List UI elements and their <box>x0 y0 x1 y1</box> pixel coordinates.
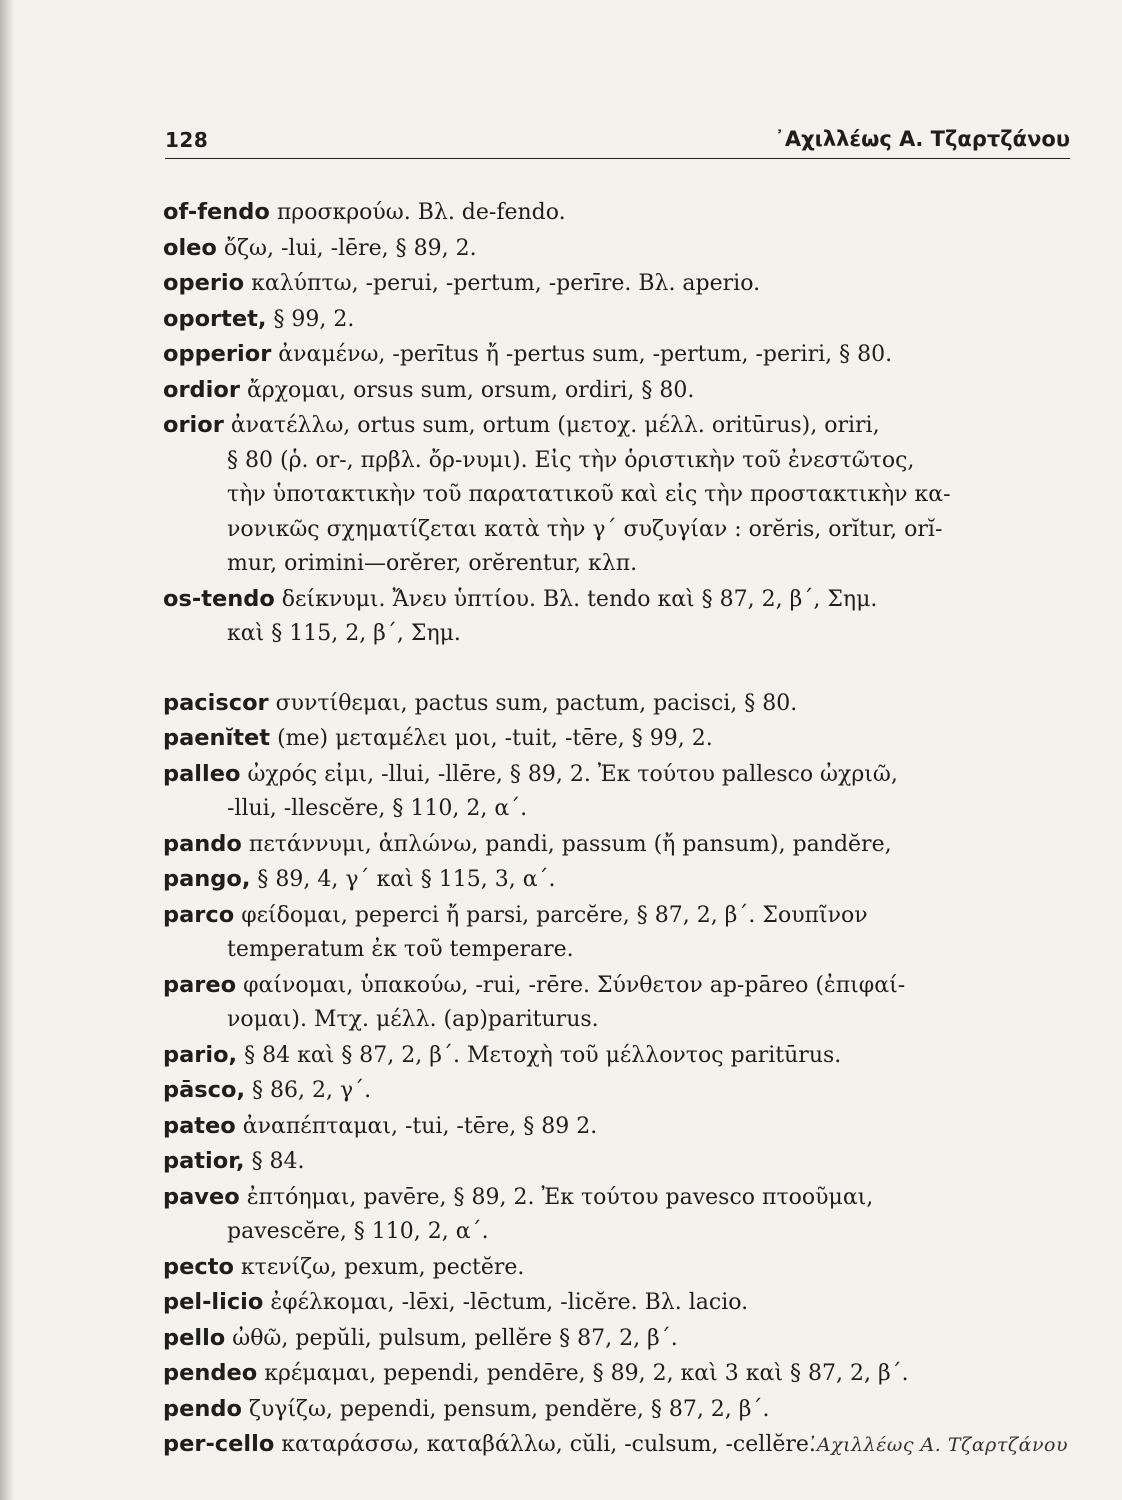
entry-definition-text: § 89, 4, γ΄ καὶ § 115, 3, α΄. <box>257 867 556 892</box>
entry-definition-text: § 99, 2. <box>273 306 355 332</box>
dictionary-entry <box>163 1356 1073 1392</box>
entry-definition-text: φείδομαι, peperci ἤ parsi, parcĕre, § 87, 2, β΄. Σουπῖνον <box>241 902 868 928</box>
dictionary-entry <box>163 757 1073 827</box>
entry-headword: paenĭtet <box>163 725 271 751</box>
dictionary-entry <box>163 1250 1073 1286</box>
entry-definition-text: νονικῶς σχηματίζεται κατὰ τὴν γ΄ συζυγίαν : orĕris, orĭtur, orĭ- <box>227 516 943 542</box>
dictionary-entry <box>163 408 1073 582</box>
entry-first-line <box>163 1109 1073 1145</box>
entry-first-line <box>163 582 1073 618</box>
dictionary-entry <box>163 1109 1073 1145</box>
entry-definition-text: § 86, 2, γ΄. <box>252 1078 372 1103</box>
page-edge-shadow <box>0 0 14 1500</box>
entry-definition-text: πετάννυμι, ἁπλώνω, pandi, passum (ἤ pansum), pandĕre, <box>248 831 892 857</box>
entry-definition-text: νομαι). Μτχ. μέλλ. (ap)pariturus. <box>227 1007 599 1032</box>
entry-headword: os-tendo <box>163 585 275 612</box>
entry-definition-text: mur, orimini—orĕrer, orĕrentur, κλπ. <box>227 551 638 576</box>
entry-first-line <box>163 968 1073 1004</box>
entry-continuation-line <box>163 1215 1073 1250</box>
dictionary-entry <box>163 302 1073 338</box>
entry-first-line <box>163 1180 1073 1216</box>
running-title: ᾿Αχιλλέως Α. Τζαρτζάνου <box>774 127 1070 151</box>
entry-continuation-line <box>163 1003 1073 1038</box>
entry-group-o <box>163 195 1073 652</box>
entry-definition-text: ἀναμένω, -perītus ἤ -pertus sum, -pertum, -periri, § 80. <box>278 342 893 367</box>
dictionary-entry <box>163 1144 1073 1180</box>
entry-continuation-line <box>163 792 1073 827</box>
dictionary-entry <box>163 686 1073 722</box>
entry-first-line <box>163 1250 1073 1286</box>
entry-definition-text: καὶ § 115, 2, β΄, Σημ. <box>227 621 461 646</box>
entry-first-line <box>163 1073 1073 1109</box>
entry-first-line <box>163 827 1073 863</box>
dictionary-entries <box>163 195 1073 1463</box>
entry-headword: orior <box>163 412 224 438</box>
entry-continuation-line <box>163 617 1073 652</box>
entry-first-line <box>163 686 1073 722</box>
section-gap <box>163 652 1073 686</box>
entry-headword: operio <box>163 270 245 296</box>
entry-first-line <box>163 408 1073 444</box>
entry-continuation-line <box>163 933 1073 968</box>
entry-headword: opperior <box>163 341 272 367</box>
entry-headword: patior, <box>163 1148 245 1174</box>
entry-first-line <box>163 302 1073 338</box>
entry-definition-text: ὠθῶ, pepŭli, pulsum, pellĕre § 87, 2, β΄. <box>232 1325 678 1351</box>
dictionary-entry <box>163 1285 1073 1321</box>
entry-first-line <box>163 1392 1073 1428</box>
entry-first-line <box>163 231 1073 267</box>
entry-definition-text: καλύπτω, -perui, -pertum, -perīre. Βλ. aperio. <box>251 271 761 296</box>
entry-headword: pel-licio <box>163 1289 264 1315</box>
entry-first-line <box>163 1038 1073 1074</box>
entry-headword: ordior <box>163 376 240 403</box>
entry-definition-text: § 84. <box>251 1149 305 1174</box>
entry-headword: pecto <box>163 1253 234 1280</box>
dictionary-entry <box>163 898 1073 968</box>
entry-headword: of-fendo <box>163 199 270 225</box>
entry-first-line <box>163 337 1073 373</box>
entry-headword: parco <box>163 901 235 928</box>
entry-headword: per-cello <box>163 1431 275 1457</box>
entry-headword: pello <box>163 1324 226 1351</box>
entry-first-line <box>163 757 1073 793</box>
entry-headword: pango, <box>163 866 251 892</box>
entry-first-line <box>163 1285 1073 1321</box>
entry-definition-text: § 80 (ῥ. or-, πρβλ. ὄρ-νυμι). Εἰς τὴν ὁριστικὴν τοῦ ἐνεστῶτος, <box>227 447 915 473</box>
entry-headword: pando <box>163 830 242 857</box>
entry-definition-text: ἐφέλκομαι, -lēxi, -lēctum, -licĕre. Βλ. lacio. <box>270 1290 749 1315</box>
footer-signature: ᾿Αχιλλέως Α. Τζαρτζάνου <box>806 1434 1068 1456</box>
dictionary-entry <box>163 266 1073 302</box>
entry-definition-text: ζυγίζω, pependi, pensum, pendĕre, § 87, 2, β΄. <box>248 1396 770 1422</box>
dictionary-entry <box>163 1180 1073 1250</box>
entry-definition-text: κτενίζω, pexum, pectĕre. <box>240 1254 525 1280</box>
dictionary-entry <box>163 968 1073 1038</box>
entry-headword: pendeo <box>163 1360 258 1386</box>
entry-continuation-line <box>163 547 1073 582</box>
entry-definition-text: ὠχρός εἰμι, -llui, -llēre, § 89, 2. Ἐκ τούτου pallesco ὠχριῶ, <box>247 761 898 787</box>
dictionary-entry <box>163 373 1073 409</box>
dictionary-entry <box>163 1321 1073 1357</box>
entry-headword: pateo <box>163 1112 236 1139</box>
dictionary-entry <box>163 1038 1073 1074</box>
dictionary-entry <box>163 337 1073 373</box>
entry-continuation-line <box>163 478 1073 513</box>
entry-first-line <box>163 1356 1073 1392</box>
page-number: 128 <box>165 128 209 152</box>
page-header <box>165 126 1070 159</box>
dictionary-entry <box>163 1392 1073 1428</box>
entry-definition-text: § 84 καὶ § 87, 2, β΄. Μετοχὴ τοῦ μέλλοντος paritūrus. <box>244 1042 842 1068</box>
entry-definition-text: -llui, -llescĕre, § 110, 2, α΄. <box>227 796 528 821</box>
entry-definition-text: pavescĕre, § 110, 2, α΄. <box>227 1219 489 1244</box>
dictionary-entry <box>163 862 1073 898</box>
entry-headword: pareo <box>163 971 237 998</box>
entry-definition-text: ἀνατέλλω, ortus sum, ortum (μετοχ. μέλλ. oritūrus), oriri, <box>230 413 880 438</box>
entry-first-line <box>163 1144 1073 1180</box>
entry-definition-text: (me) μεταμέλει μοι, -tuit, -tēre, § 99, 2. <box>277 726 713 751</box>
entry-definition-text: ὄζω, -lui, -lēre, § 89, 2. <box>223 235 477 261</box>
dictionary-entry <box>163 231 1073 267</box>
entry-headword: oleo <box>163 234 217 261</box>
dictionary-entry <box>163 582 1073 652</box>
entry-first-line <box>163 373 1073 409</box>
entry-first-line <box>163 721 1073 757</box>
entry-headword: oportet, <box>163 305 267 332</box>
entry-definition-text: καταράσσω, καταβάλλω, cŭli, -culsum, -cellĕre. <box>281 1432 816 1457</box>
entry-headword: paveo <box>163 1183 240 1210</box>
dictionary-entry <box>163 827 1073 863</box>
entry-definition-text: temperatum ἐκ τοῦ temperare. <box>227 937 574 962</box>
entry-first-line <box>163 898 1073 934</box>
entry-first-line <box>163 1321 1073 1357</box>
dictionary-entry <box>163 195 1073 231</box>
entry-definition-text: προσκρούω. Βλ. de-fendo. <box>276 200 566 225</box>
entry-definition-text: φαίνομαι, ὑπακούω, -rui, -rēre. Σύνθετον ap-pāreo (ἐπιφαί- <box>243 972 906 998</box>
entry-definition-text: ἀναπέπταμαι, -tui, -tēre, § 89 2. <box>242 1113 598 1139</box>
entry-headword: pario, <box>163 1041 238 1068</box>
entry-first-line <box>163 195 1073 231</box>
dictionary-entry <box>163 1073 1073 1109</box>
entry-first-line <box>163 862 1073 898</box>
entry-group-p <box>163 686 1073 1463</box>
entry-headword: paciscor <box>163 689 269 716</box>
entry-definition-text: δείκνυμι. Ἄνευ ὑπτίου. Βλ. tendo καὶ § 87, 2, β΄, Σημ. <box>281 586 878 612</box>
entry-definition-text: τὴν ὑποτακτικὴν τοῦ παρατατικοῦ καὶ εἰς τὴν προστακτικὴν κα- <box>227 482 951 507</box>
entry-definition-text: κρέμαμαι, pependi, pendēre, § 89, 2, καὶ 3 καὶ § 87, 2, β΄. <box>264 1361 909 1386</box>
entry-first-line <box>163 266 1073 302</box>
entry-headword: pāsco, <box>163 1077 246 1103</box>
entry-definition-text: ἄρχομαι, orsus sum, orsum, ordiri, § 80. <box>246 377 695 403</box>
entry-continuation-line <box>163 444 1073 479</box>
entry-headword: palleo <box>163 760 241 787</box>
dictionary-entry <box>163 721 1073 757</box>
entry-definition-text: συντίθεμαι, pactus sum, pactum, pacisci, § 80. <box>275 690 798 716</box>
entry-headword: pendo <box>163 1395 242 1422</box>
entry-continuation-line <box>163 513 1073 548</box>
entry-definition-text: ἐπτόημαι, pavēre, § 89, 2. Ἐκ τούτου pavesco πτοοῦμαι, <box>246 1184 874 1210</box>
